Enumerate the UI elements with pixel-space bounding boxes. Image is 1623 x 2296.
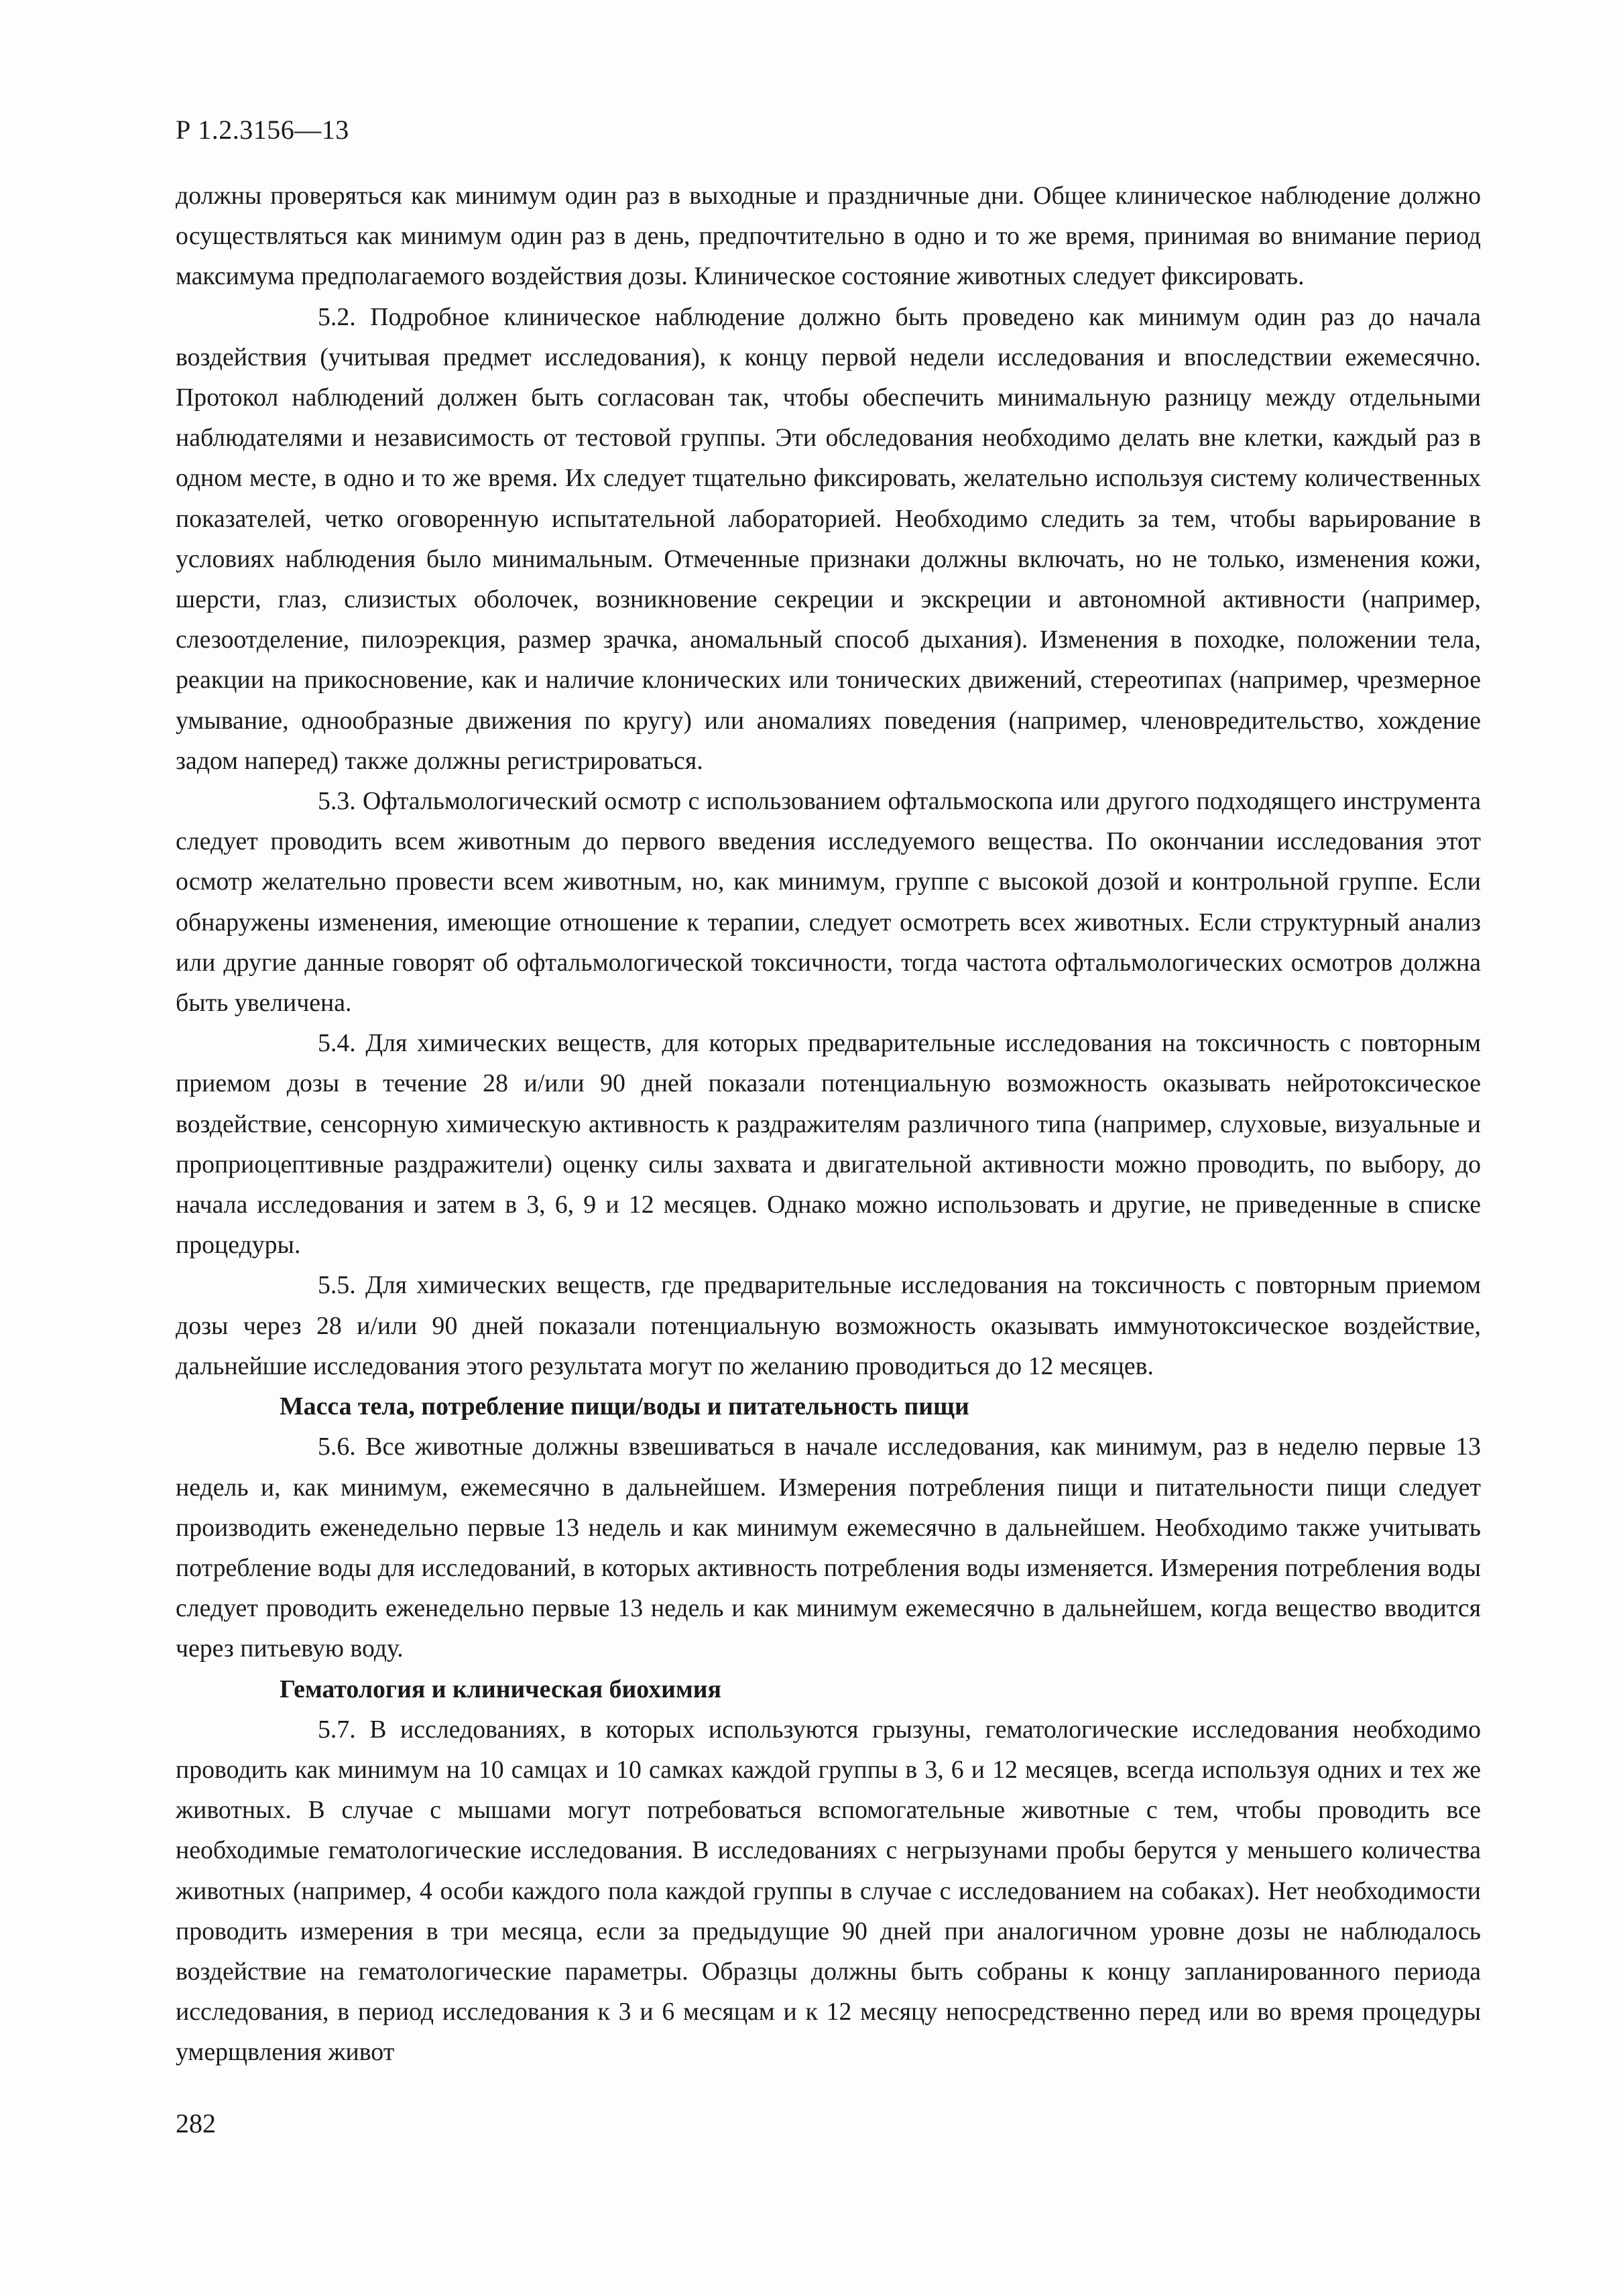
page-number: 282	[176, 2108, 216, 2138]
section-heading-hematology: Гематология и клиническая биохимия	[280, 1675, 721, 1703]
paragraph-5-6: 5.6. Все животные должны взвешиваться в начале исследования, как минимум, раз в неделю первые 13 недель и, как минимум, ежемесячно в дальнейшем. Измерения потребления пищи и питательности пищи следует производить еженедельно первые 13 недель и как минимум ежемесячно в дальнейшем. Необходимо также учитывать потребление воды для исследований, в которых активность потребления воды изменяется. Измерения потребления воды следует проводить еженедельно первые 13 недель и как минимум ежемесячно в дальнейшем, когда вещество вводится через питьевую воду.	[176, 1433, 1481, 1663]
section-heading-body-weight: Масса тела, потребление пищи/воды и питательность пищи	[280, 1392, 969, 1421]
paragraph-5-4: 5.4. Для химических веществ, для которых предварительные исследования на токсичность с повторным приемом дозы в течение 28 и/или 90 дней показали потенциальную возможность оказывать нейротоксическое воздействие, сенсорную химическую активность к раздражителям различного типа (например, слуховые, визуальные и проприоцептивные раздражители) оценку силы захвата и двигательной активности можно проводить, по выбору, до начала исследования и затем в 3, 6, 9 и 12 месяцев. Однако можно использовать и другие, не приведенные в списке процедуры.	[176, 1029, 1481, 1260]
paragraph-5-2: 5.2. Подробное клиническое наблюдение должно быть проведено как минимум один раз до начала воздействия (учитывая предмет исследования), к концу первой недели исследования и впоследствии ежемесячно. Протокол наблюдений должен быть согласован так, чтобы обеспечить минимальную разницу между отдельными наблюдателями и независимость от тестовой группы. Эти обследования необходимо делать вне клетки, каждый раз в одном месте, в одно и то же время. Их следует тщательно фиксировать, желательно используя систему количественных показателей, четко оговоренную испытательной лабораторией. Необходимо следить за тем, чтобы варьирование в условиях наблюдения было минимальным. Отмеченные признаки должны включать, но не только, изменения кожи, шерсти, глаз, слизистых оболочек, возникновение секреции и экскреции и автономной активности (например, слезоотделение, пилоэрекция, размер зрачка, аномальный способ дыхания). Изменения в походке, положении тела, реакции на прикосновение, как и наличие клонических или тонических движений, стереотипах (например, чрезмерное умывание, однообразные движения по кругу) или аномалиях поведения (например, членовредительство, хождение задом наперед) также должны регистрироваться.	[176, 302, 1481, 775]
paragraph-continuation: должны проверяться как минимум один раз в выходные и праздничные дни. Общее клиническое наблюдение должно осуществляться как минимум один раз в день, предпочтительно в одно и то же время, принимая во внимание период максимума предполагаемого воздействия дозы. Клиническое состояние животных следует фиксировать.	[176, 182, 1481, 291]
paragraph-5-5: 5.5. Для химических веществ, где предварительные исследования на токсичность с повторным приемом дозы через 28 и/или 90 дней показали потенциальную возможность оказывать иммунотоксическое воздействие, дальнейшие исследования этого результата могут по желанию проводиться до 12 месяцев.	[176, 1271, 1481, 1380]
body-text	[176, 176, 1481, 2073]
paragraph-5-3: 5.3. Офтальмологический осмотр с использованием офтальмоскопа или другого подходящего инструмента следует проводить всем животным до первого введения исследуемого вещества. По окончании исследования этот осмотр желательно провести всем животным, но, как минимум, группе с высокой дозой и контрольной группе. Если обнаружены изменения, имеющие отношение к терапии, следует осмотреть всех животных. Если структурный анализ или другие данные говорят об офтальмологической токсичности, тогда частота офтальмологических осмотров должна быть увеличена.	[176, 787, 1481, 1018]
running-header: Р 1.2.3156—13	[176, 115, 349, 145]
paragraph-5-7: 5.7. В исследованиях, в которых используются грызуны, гематологические исследования необходимо проводить как минимум на 10 самцах и 10 самках каждой группы в 3, 6 и 12 месяцев, всегда используя одних и тех же животных. В случае с мышами могут потребоваться вспомогательные животные с тем, чтобы проводить все необходимые гематологические исследования. В исследованиях с негрызунами пробы берутся у меньшего количества животных (например, 4 особи каждого пола каждой группы в случае с исследованием на собаках). Нет необходимости проводить измерения в три месяца, если за предыдущие 90 дней при аналогичном уровне дозы не наблюдалось воздействие на гематологические параметры. Образцы должны быть собраны к концу запланированного периода исследования, в период исследования к 3 и 6 месяцам и к 12 месяцу непосредственно перед или во время процедуры умерщвления живот	[176, 1715, 1481, 2067]
